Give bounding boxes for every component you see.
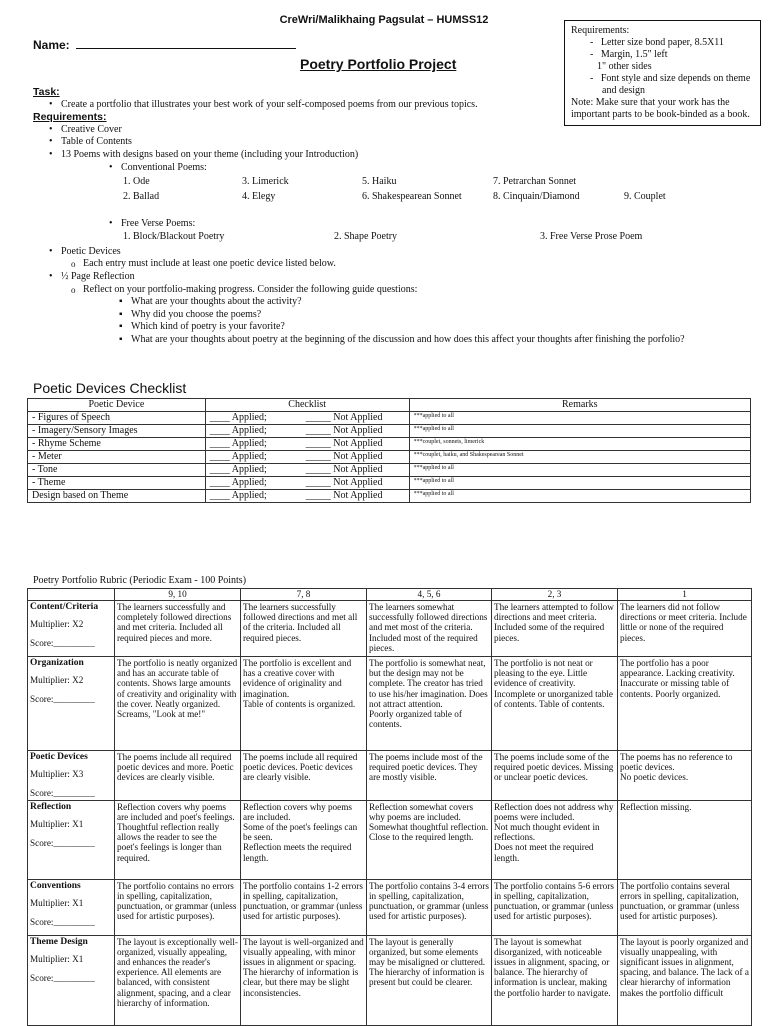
requirement-item: • Creative Cover (45, 124, 753, 137)
score-field[interactable]: Score:_________ (30, 788, 95, 799)
multiplier: Multiplier: X2 (30, 675, 84, 686)
rubric-cell: The portfolio contains no errors in spelling, capitalization, punctuation, or grammar (unless used for artistic purposes). (115, 879, 241, 935)
remark: ***applied to all (409, 412, 750, 425)
score-field[interactable]: Score:_________ (30, 973, 95, 984)
checklist-cell[interactable] (205, 412, 409, 425)
rubric-cell: The portfolio is not neat or pleasing to the eye. Little evidence of creativity. Incomplete or unorganized table of contents. Table of contents. (492, 657, 618, 751)
criterion-cell (28, 751, 115, 801)
score-field[interactable]: Score:_________ (30, 838, 95, 849)
name-field[interactable] (33, 38, 296, 52)
requirement-text: Margin, 1.5" left (600, 49, 668, 60)
criterion-name: Content/Criteria (30, 602, 99, 612)
requirement-item: - Margin, 1.5" left (590, 49, 668, 60)
multiplier: Multiplier: X1 (30, 818, 84, 829)
rubric-cell: The poems include all required poetic devices. Poetic devices are clearly visible. (241, 751, 367, 801)
device-name: - Rhyme Scheme (28, 438, 206, 451)
rubric-cell: The portfolio contains several errors in spelling, capitalization, punctuation, or grammar (unless used for artistic purposes). (618, 879, 752, 935)
checklist-row (28, 477, 751, 490)
criterion-name: Poetic Devices (30, 752, 88, 762)
remark: ***applied to all (409, 477, 750, 490)
column-header (28, 589, 115, 601)
checklist-cell[interactable] (205, 477, 409, 490)
task-label: Task: (33, 86, 60, 98)
name-label: Name: (33, 38, 70, 52)
poem-type: 1. Block/Blackout Poetry (123, 230, 225, 242)
remark: ***couplet, haiku, and Shakespearean Sonnet (409, 451, 750, 464)
reflection-item: • ½ Page Reflection (45, 271, 753, 284)
requirements-box-heading: Requirements: (571, 25, 630, 36)
rubric-row (28, 601, 752, 657)
rubric-cell: The poems include some of the required poetic devices. Missing or unclear poetic devices. (492, 751, 618, 801)
guide-question: ▪ What are your thoughts about poetry at the beginning of the discussion and how does this affect your thoughts after finishing the porfolio? (119, 334, 751, 347)
poem-type: 2. Shape Poetry (334, 230, 398, 242)
score-field[interactable]: Score:_________ (30, 917, 95, 928)
applied-option[interactable]: ____ Applied; (209, 477, 267, 488)
rubric-row (28, 751, 752, 801)
rubric-cell: Reflection missing. (618, 800, 752, 879)
rubric-cell: The portfolio contains 5-6 errors in spelling, capitalization, punctuation, or grammar (unless used for artistic purposes). (492, 879, 618, 935)
score-field[interactable]: Score:_________ (30, 638, 95, 649)
criterion-cell (28, 935, 115, 1025)
applied-option[interactable]: ____ Applied; (209, 490, 267, 501)
rubric-cell: The learners successfully and completely followed directions and met criteria. Included all required pieces and more. (115, 601, 241, 657)
applied-option[interactable]: ____ Applied; (209, 464, 267, 475)
checklist-row (28, 438, 751, 451)
device-name: - Meter (28, 451, 206, 464)
rubric-cell: Reflection somewhat covers why poems are included. Somewhat thoughtful reflection. Close to the required length. (367, 800, 492, 879)
free-verse-row (123, 231, 753, 246)
rubric-cell: The learners attempted to follow directions and meet criteria. Included some of the required pieces. (492, 601, 618, 657)
poem-type: 8. Cinquain/Diamond (493, 191, 580, 203)
poem-type: 3. Free Verse Prose Poem (540, 230, 643, 242)
not-applied-option[interactable]: _____ Not Applied (305, 464, 383, 475)
rubric-cell: The layout is generally organized, but some elements may be misaligned or cluttered. The hierarchy of information is present but could be clearer. (367, 935, 492, 1025)
rubric-cell: Reflection covers why poems are included. Some of the poet's feelings can be seen. Reflection meets the required length. (241, 800, 367, 879)
rubric-cell: The layout is exceptionally well-organized, visually appealing, and enhances the reader's experience. All elements are balanced, with consistent alignment, spacing, and a clear hierarchy of information. (115, 935, 241, 1025)
poetic-devices-checklist (27, 398, 751, 503)
rubric-row (28, 800, 752, 879)
applied-option[interactable]: ____ Applied; (209, 412, 267, 423)
checklist-cell[interactable] (205, 438, 409, 451)
conventional-poems-row (123, 176, 753, 191)
device-name: - Figures of Speech (28, 412, 206, 425)
criterion-cell (28, 879, 115, 935)
applied-option[interactable]: ____ Applied; (209, 438, 267, 449)
name-blank-line (76, 38, 296, 49)
criterion-name: Conventions (30, 880, 81, 891)
guide-question: ▪ Why did you choose the poems? (119, 309, 753, 322)
rubric-cell: Reflection covers why poems are included and poet's feelings. Thoughtful reflection really allows the reader to see the poet's feelings is longer than required. (115, 800, 241, 879)
checklist-row (28, 451, 751, 464)
device-name: - Theme (28, 477, 206, 490)
criterion-name: Reflection (30, 801, 72, 812)
poem-type: 5. Haiku (362, 176, 397, 188)
rubric-cell: The learners successfully followed directions and met all of the criteria. Included all required pieces. (241, 601, 367, 657)
device-name: - Imagery/Sensory Images (28, 425, 206, 438)
checklist-row (28, 425, 751, 438)
criterion-name: Theme Design (30, 936, 88, 947)
poetic-devices-sub: o Each entry must include at least one poetic device listed below. (69, 258, 753, 271)
poetic-devices-item: • Poetic Devices (45, 246, 753, 259)
rubric-cell: The learners did not follow directions or meet criteria. Include little or none of the required pieces. (618, 601, 752, 657)
poem-type: 4. Elegy (242, 191, 276, 203)
rubric-cell: The portfolio is neatly organized and has an accurate table of contents. Shows large amounts of creativity and originality with the cover. Neatly organized. Screams, "Look at me!" (115, 657, 241, 751)
rubric-cell: The portfolio has a poor appearance. Lacking creativity. Inaccurate or missing table of contents. Poorly organized. (618, 657, 752, 751)
column-header: Checklist (205, 399, 409, 412)
applied-option[interactable]: ____ Applied; (209, 451, 267, 462)
checklist-row (28, 412, 751, 425)
criterion-cell (28, 601, 115, 657)
checklist-row (28, 464, 751, 477)
multiplier: Multiplier: X2 (30, 619, 84, 630)
remark: ***applied to all (409, 425, 750, 438)
conventional-poems-row (123, 191, 753, 206)
reflection-sub: o Reflect on your portfolio-making progress. Consider the following guide questions: (69, 284, 753, 297)
requirement-item: 1" other sides (597, 61, 652, 72)
page-title: Poetry Portfolio Project (300, 56, 457, 72)
poem-type: 6. Shakespearean Sonnet (362, 191, 462, 203)
checklist-cell[interactable] (205, 464, 409, 477)
column-header: Poetic Device (28, 399, 206, 412)
requirement-item: - Font style and size depends on theme and design (590, 73, 751, 96)
checklist-cell[interactable] (205, 425, 409, 438)
poem-type: 1. Ode (123, 176, 150, 188)
rubric-row (28, 935, 752, 1025)
remark: ***couplet, sonnets, limerick (409, 438, 750, 451)
rubric-title: Poetry Portfolio Rubric (Periodic Exam - 100 Points) (33, 575, 247, 586)
poem-type: 3. Limerick (242, 176, 289, 188)
requirement-item: - Letter size bond paper, 8.5X11 (590, 37, 724, 48)
criterion-cell (28, 657, 115, 751)
multiplier: Multiplier: X1 (30, 953, 84, 964)
rubric-cell: The poems has no reference to poetic devices. No poetic devices. (618, 751, 752, 801)
checklist-title: Poetic Devices Checklist (33, 380, 187, 396)
criterion-cell (28, 800, 115, 879)
not-applied-option[interactable]: _____ Not Applied (305, 451, 383, 462)
checklist-cell[interactable] (205, 451, 409, 464)
remark: ***applied to all (409, 490, 750, 503)
column-header: 1 (618, 589, 752, 601)
requirement-text: Letter size bond paper, 8.5X11 (600, 37, 724, 48)
requirements-label: Requirements: (33, 111, 107, 124)
not-applied-option[interactable]: _____ Not Applied (305, 477, 383, 488)
not-applied-option[interactable]: _____ Not Applied (305, 425, 383, 436)
guide-question: ▪ What are your thoughts about the activity? (119, 296, 753, 309)
score-field[interactable]: Score:_________ (30, 694, 95, 705)
not-applied-option[interactable]: _____ Not Applied (305, 490, 383, 501)
column-header: 9, 10 (115, 589, 241, 601)
rubric-row (28, 879, 752, 935)
rubric-header-row (28, 589, 752, 601)
column-header: 2, 3 (492, 589, 618, 601)
rubric-cell: The layout is poorly organized and visually unappealing, with significant issues in alignment, spacing, and balance. The lack of a clear hierarchy of information makes the portfolio difficult (618, 935, 752, 1025)
checklist-header-row (28, 399, 751, 412)
column-header: 4, 5, 6 (367, 589, 492, 601)
rubric-cell: The layout is somewhat disorganized, with noticeable issues in alignment, spacing, or balance. The hierarchy of information is unclear, making the portfolio harder to navigate. (492, 935, 618, 1025)
requirements-note: Note: Make sure that your work has the important parts to be book-binded as a book. (571, 97, 750, 120)
checklist-row (28, 490, 751, 503)
applied-option[interactable]: ____ Applied; (209, 425, 267, 436)
rubric-cell: The portfolio is excellent and has a creative cover with evidence of originality and imagination. Table of contents is organized. (241, 657, 367, 751)
poem-type: 9. Couplet (624, 191, 666, 203)
remark: ***applied to all (409, 464, 750, 477)
checklist-cell[interactable] (205, 490, 409, 503)
rubric-cell: The portfolio contains 3-4 errors in spelling, capitalization, punctuation, or grammar (unless used for artistic purposes). (367, 879, 492, 935)
not-applied-option[interactable]: _____ Not Applied (305, 438, 383, 449)
device-name: Design based on Theme (28, 490, 206, 503)
multiplier: Multiplier: X3 (30, 769, 84, 780)
rubric-cell: Reflection does not address why poems were included. Not much thought evident in reflections. Does not meet the required length. (492, 800, 618, 879)
free-verse-label: • Free Verse Poems: (105, 218, 753, 231)
column-header: 7, 8 (241, 589, 367, 601)
rubric-cell: The poems include most of the required poetic devices. They are mostly visible. (367, 751, 492, 801)
not-applied-option[interactable]: _____ Not Applied (305, 412, 383, 423)
column-header: Remarks (409, 399, 750, 412)
task-section (33, 86, 753, 347)
rubric-cell: The portfolio contains 1-2 errors in spelling, capitalization, punctuation, or grammar (unless used for artistic purposes). (241, 879, 367, 935)
requirement-item: • Table of Contents (45, 136, 753, 149)
rubric-cell: The poems include all required poetic devices and more. Poetic devices are clearly visible. (115, 751, 241, 801)
poem-type: 7. Petrarchan Sonnet (493, 176, 577, 188)
requirement-text: Font style and size depends on theme and design (600, 73, 751, 96)
device-name: - Tone (28, 464, 206, 477)
multiplier: Multiplier: X1 (30, 897, 84, 908)
poem-type: 2. Ballad (123, 191, 160, 203)
rubric-cell: The layout is well-organized and visually appealing, with minor issues in alignment or spacing. The hierarchy of information is clear, but there may be slight inconsistencies. (241, 935, 367, 1025)
task-text: • Create a portfolio that illustrates your best work of your self-composed poems from our previous topics. (45, 99, 753, 112)
criterion-name: Organization (30, 658, 84, 668)
requirement-item: • 13 Poems with designs based on your theme (including your Introduction) (45, 149, 753, 162)
rubric-cell: The portfolio is somewhat neat, but the design may not be complete. The creator has tried to use his/her imagination. Does not attract attention. Poorly organized table of contents. (367, 657, 492, 751)
rubric-row (28, 657, 752, 751)
guide-question: ▪ Which kind of poetry is your favorite? (119, 321, 753, 334)
conventional-poems-label: • Conventional Poems: (105, 162, 753, 175)
course-header: CreWri/Malikhaing Pagsulat – HUMSS12 (279, 14, 489, 26)
rubric-cell: The learners somewhat successfully followed directions and met most of the criteria. Included most of the required pieces. (367, 601, 492, 657)
portfolio-rubric (27, 588, 752, 1026)
